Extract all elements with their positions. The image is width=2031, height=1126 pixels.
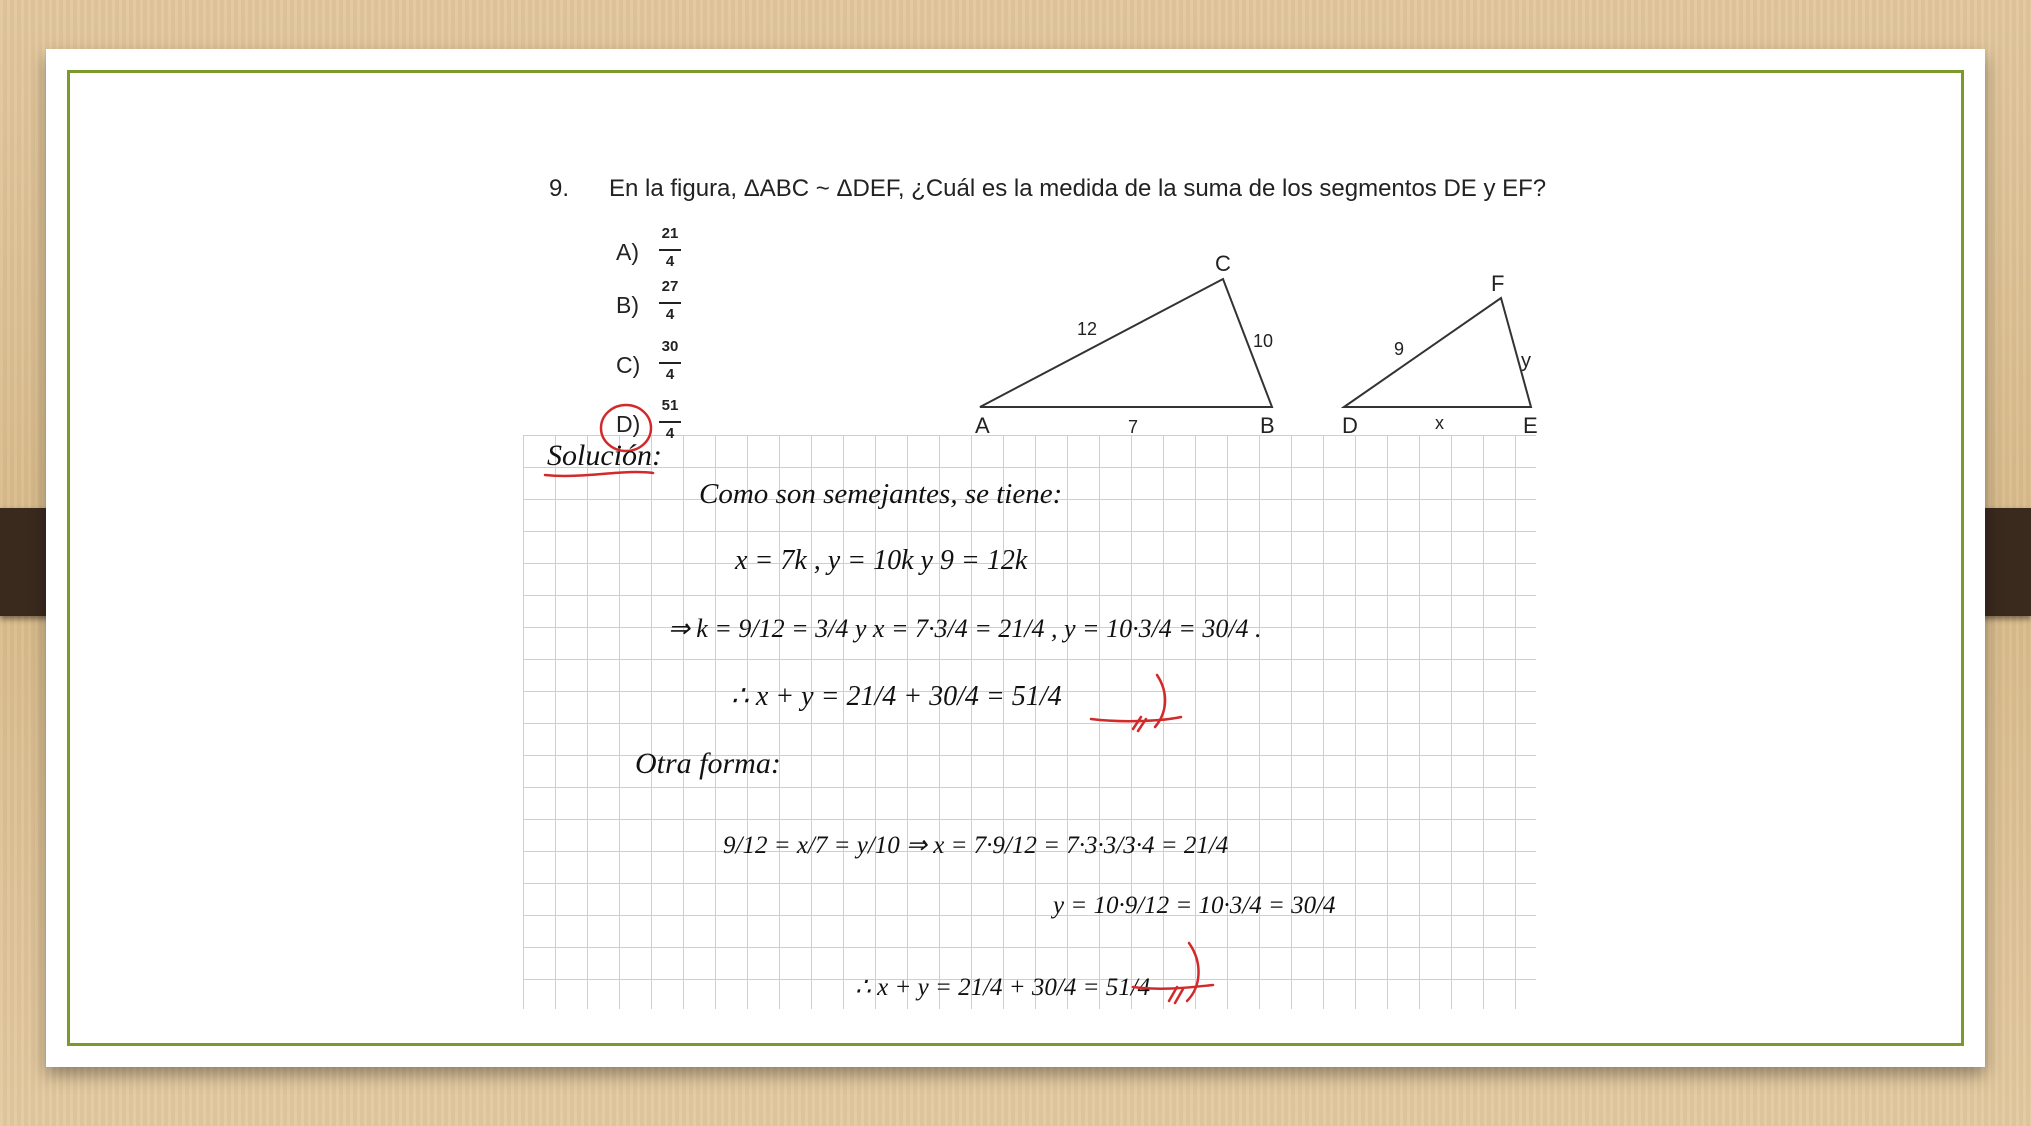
alt-line-1: 9/12 = x/7 = y/10 ⇒ x = 7·9/12 = 7·3·3/3·4 = 21/4 xyxy=(723,832,1229,859)
solution-line-2: x = 7k , y = 10k y 9 = 12k xyxy=(735,545,1028,576)
option-numerator: 51 xyxy=(661,397,679,414)
option-denominator: 4 xyxy=(665,366,675,383)
vertex-label-b: B xyxy=(1260,413,1275,438)
side-label-fe: y xyxy=(1521,350,1531,372)
worksheet xyxy=(523,105,1547,1009)
option-letter: B) xyxy=(616,292,639,318)
solution-title: Solución: xyxy=(547,439,662,472)
side-label-de: x xyxy=(1435,413,1444,433)
option-numerator: 21 xyxy=(661,225,679,242)
option-numerator: 30 xyxy=(661,338,679,355)
option-denominator: 4 xyxy=(665,425,675,442)
handwritten-solution xyxy=(523,435,1536,1009)
solution-line-3: ⇒ k = 9/12 = 3/4 y x = 7·3/4 = 21/4 , y = 10·3/4 = 30/4 . xyxy=(668,614,1262,643)
alt-line-3: ∴ x + y = 21/4 + 30/4 = 51/4 xyxy=(855,974,1151,1001)
vertex-label-f: F xyxy=(1491,271,1505,296)
option-numerator: 27 xyxy=(661,278,679,295)
question-text: En la figura, ΔABC ~ ΔDEF, ¿Cuál es la medida de la suma de los segmentos DE y EF? xyxy=(609,175,1547,202)
answer-underline-mark-1 xyxy=(1091,717,1181,721)
vertex-label-a: A xyxy=(975,413,990,438)
option-letter: A) xyxy=(616,239,639,265)
option-denominator: 4 xyxy=(665,306,675,323)
triangle-abc xyxy=(980,279,1272,407)
vertex-label-c: C xyxy=(1215,251,1231,276)
alt-method-title: Otra forma: xyxy=(635,747,781,780)
answer-hash-mark-1 xyxy=(1133,717,1146,731)
triangle-def xyxy=(1344,298,1531,407)
vertex-label-d: D xyxy=(1342,413,1358,438)
solution-line-4: ∴ x + y = 21/4 + 30/4 = 51/4 xyxy=(731,681,1062,712)
side-label-cb: 10 xyxy=(1253,331,1274,351)
solution-line-1: Como son semejantes, se tiene: xyxy=(699,478,1063,510)
question-number: 9. xyxy=(549,175,570,202)
slide xyxy=(46,49,1985,1067)
vertex-label-e: E xyxy=(1523,413,1538,438)
option-letter: D) xyxy=(616,411,641,437)
side-label-ab: 7 xyxy=(1128,417,1139,437)
answer-bracket-mark-2 xyxy=(1187,943,1199,1001)
title-underline-mark xyxy=(545,472,653,476)
triangles-figure xyxy=(523,105,1538,438)
side-label-ac: 12 xyxy=(1077,319,1098,339)
option-letter: C) xyxy=(616,352,641,378)
side-label-df: 9 xyxy=(1394,339,1405,359)
option-denominator: 4 xyxy=(665,253,675,270)
alt-line-2: y = 10·9/12 = 10·3/4 = 30/4 xyxy=(1053,892,1336,919)
